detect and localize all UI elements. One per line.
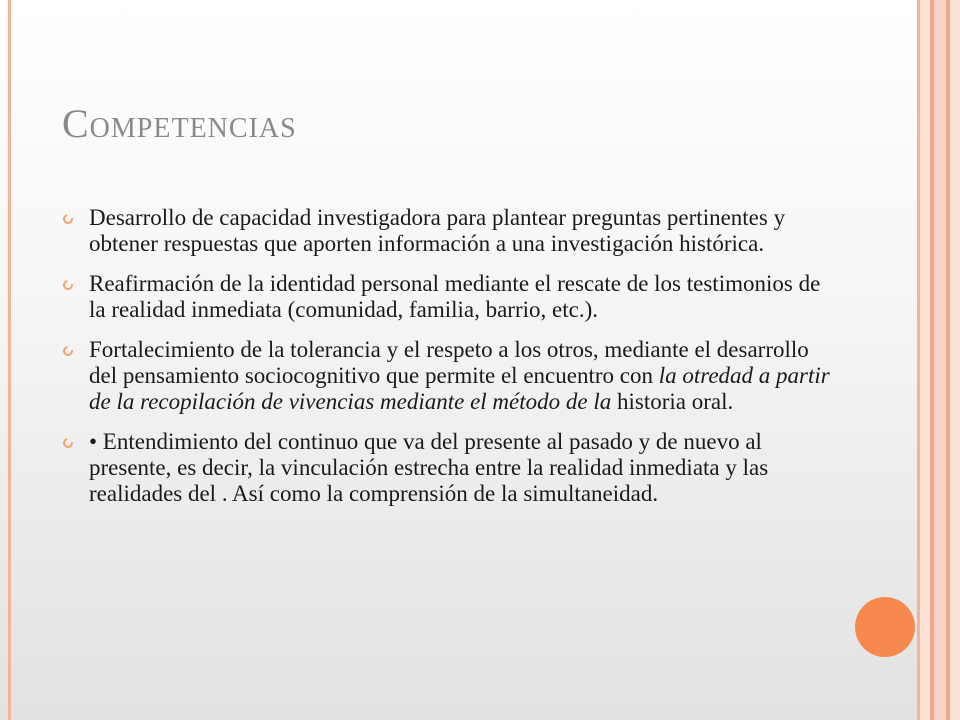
orange-circle-decoration xyxy=(855,597,915,657)
bullet-text: Reafirmación de la identidad personal mediante el rescate de los testimonios de la realidad inmediata (comunidad, familia, barrio, etc.). xyxy=(89,271,821,322)
bullet-text: Desarrollo de capacidad investigadora para plantear preguntas pertinentes y obtener respuestas que aporten información a una investigación histórica. xyxy=(89,205,786,256)
ring-bullet-icon xyxy=(61,436,75,450)
ring-bullet-icon xyxy=(61,344,75,358)
bullet-text: historia oral. xyxy=(611,389,734,414)
bullet-item-1 xyxy=(60,205,840,257)
bullet-italic-text: la otredad a partir de la recopilación de vivencias mediante el método de la xyxy=(89,363,830,414)
bullet-text: Fortalecimiento de la tolerancia y el respeto a los otros, mediante el desarrollo del pensamiento sociocognitivo que permite el encuentro con xyxy=(89,337,809,388)
bullet-item-3 xyxy=(60,337,840,415)
side-stripes xyxy=(920,0,960,720)
slide-title: Competencias xyxy=(62,101,297,146)
bullet-item-4 xyxy=(60,429,840,507)
bullet-item-2 xyxy=(60,271,840,323)
ring-bullet-icon xyxy=(61,212,75,226)
ring-bullet-icon xyxy=(61,278,75,292)
bullet-list xyxy=(60,205,840,521)
bullet-text: • Entendimiento del continuo que va del presente al pasado y de nuevo al presente, es decir, la vinculación estrecha entre la realidad inmediata y las realidades del . Así como la comprensión de la simultaneidad. xyxy=(89,429,769,506)
